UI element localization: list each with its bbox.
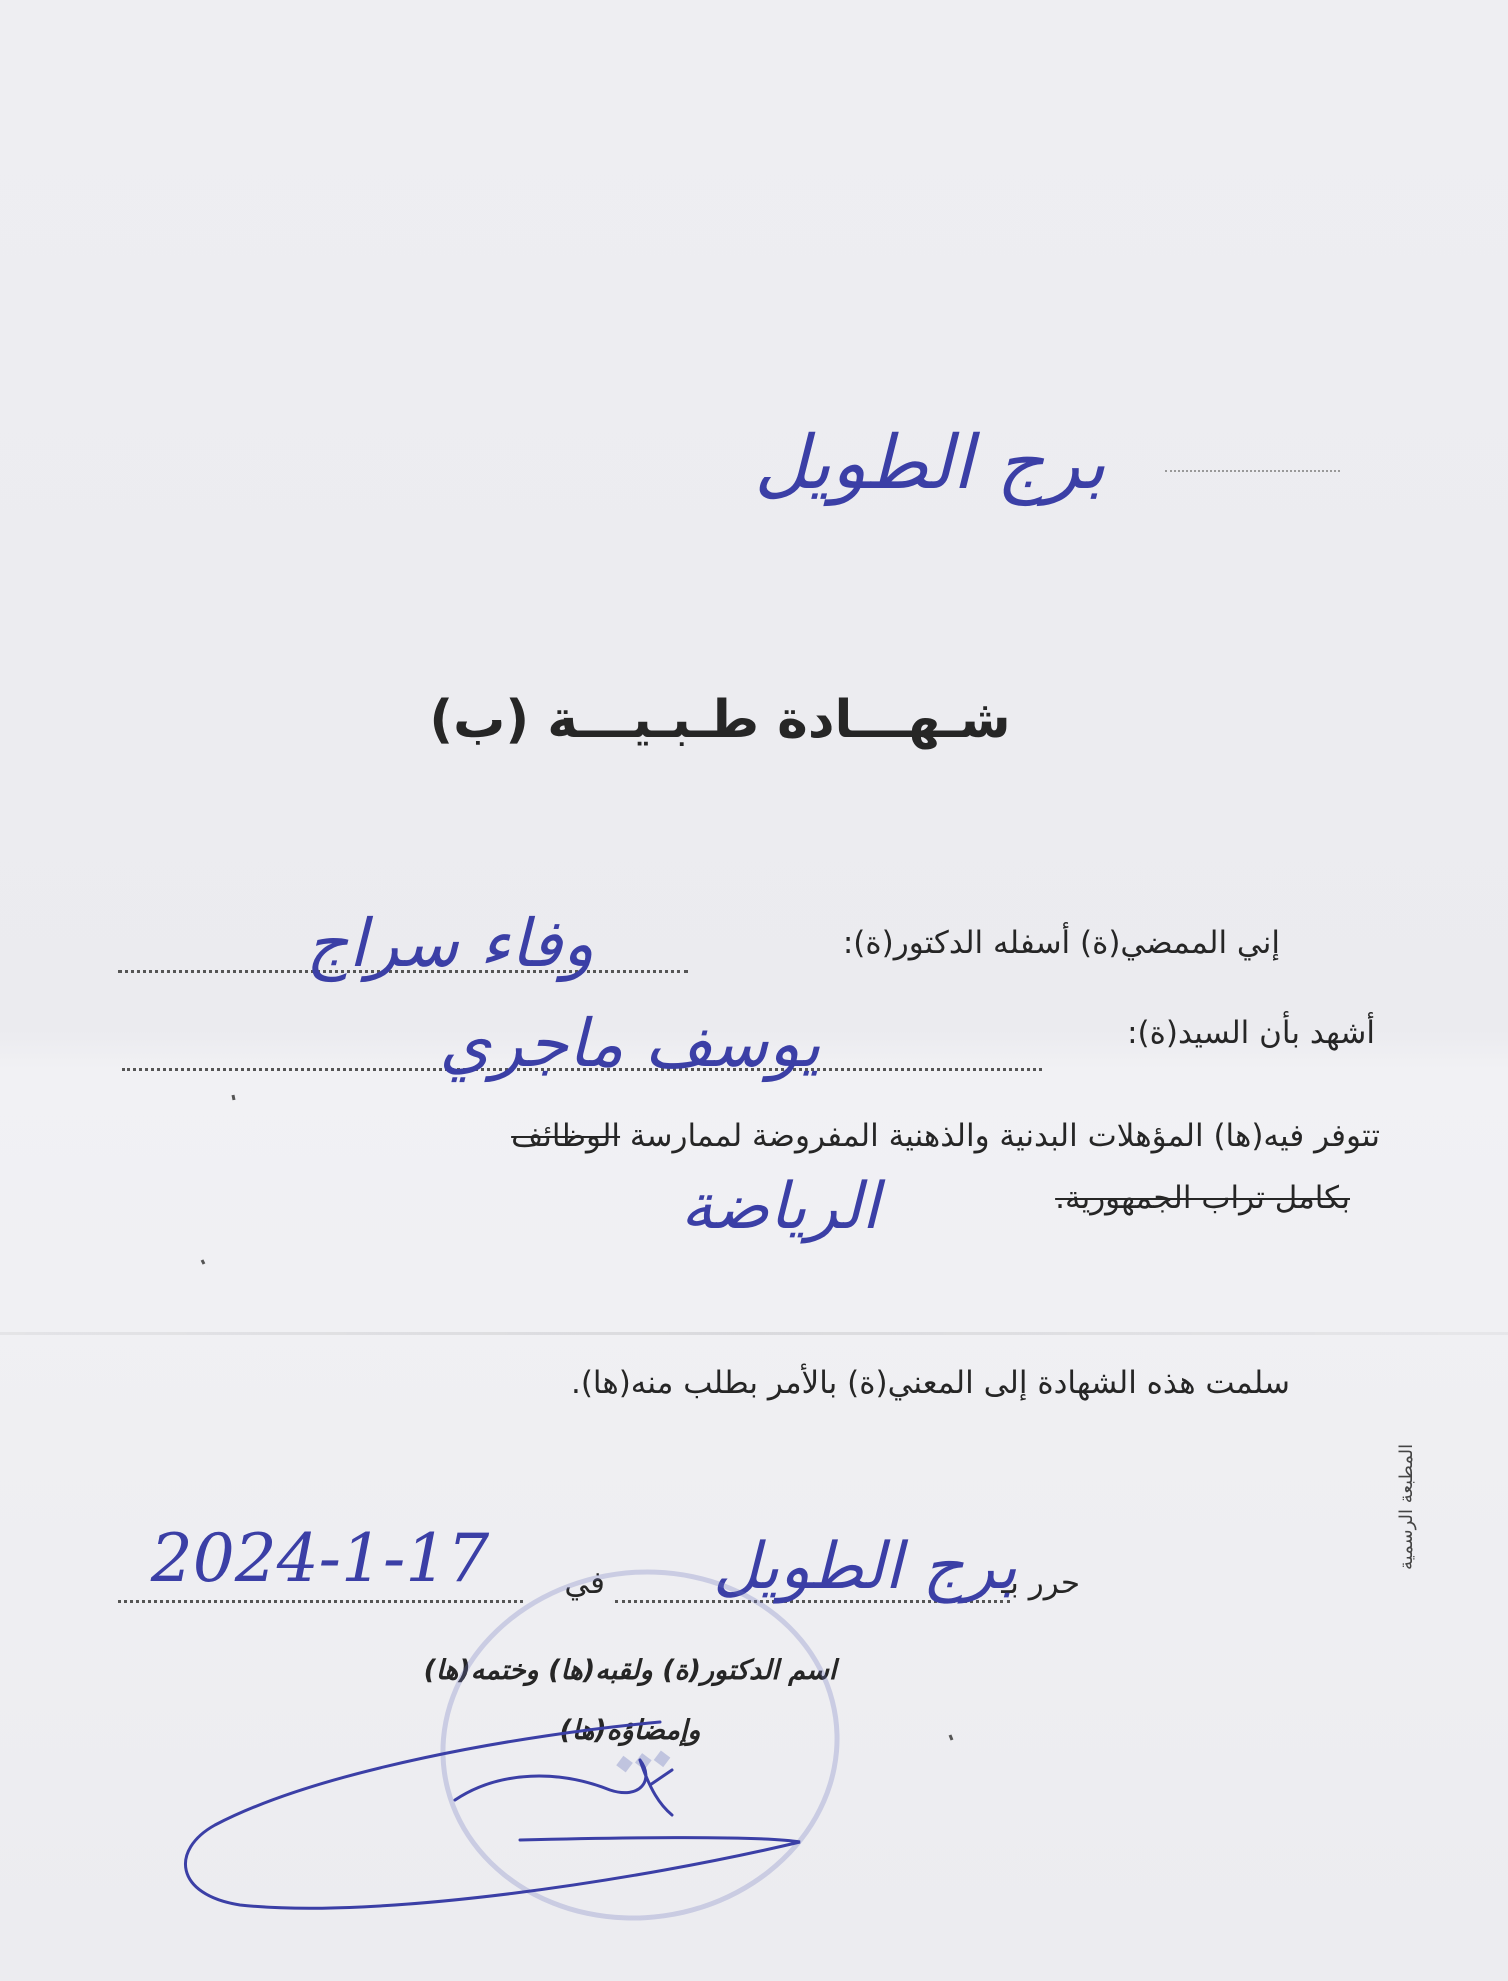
- handwritten-place-header: برج الطويل: [754, 420, 1106, 506]
- stamp-inner-mark: ◆◆◆: [612, 1746, 673, 1779]
- handwritten-doctor-name: وفاء سراج: [305, 905, 595, 982]
- attest-person-label: أشهد بأن السيد(ة):: [1127, 1015, 1375, 1051]
- issued-at-label: حرر بـ: [1001, 1565, 1080, 1601]
- printer-side-note: المطبعة الرسمية: [1396, 1443, 1417, 1570]
- signature-label-line2: وإمضاؤه(ها): [559, 1715, 701, 1746]
- handwritten-place-footer: برج الطويل: [713, 1530, 1017, 1604]
- qualifications-text-main: تتوفر فيه(ها) المؤهلات البدنية والذهنية المفروضة لممارسة: [629, 1118, 1380, 1154]
- handwritten-date-value: 2024-1-17: [150, 1520, 490, 1597]
- certificate-title: شـهـــادة طـبـيـــة (ب): [429, 690, 1011, 750]
- handwritten-person-name: يوسف ماجري: [439, 1005, 821, 1082]
- on-date-label: في: [564, 1565, 605, 1601]
- doctor-statement-label: إني الممضي(ة) أسفله الدكتور(ة):: [842, 925, 1280, 961]
- handover-statement: سلمت هذه الشهادة إلى المعني(ة) بالأمر بطلب منه(ها).: [570, 1365, 1290, 1401]
- signature-label-line1: اسم الدكتور(ة) ولقبه(ها) وختمه(ها): [423, 1655, 837, 1686]
- struck-jobs-word: الوظائف: [511, 1118, 621, 1154]
- handwritten-activity: الرياضة: [680, 1170, 880, 1244]
- struck-territory-text: بكامل تراب الجمهورية.: [1055, 1180, 1350, 1216]
